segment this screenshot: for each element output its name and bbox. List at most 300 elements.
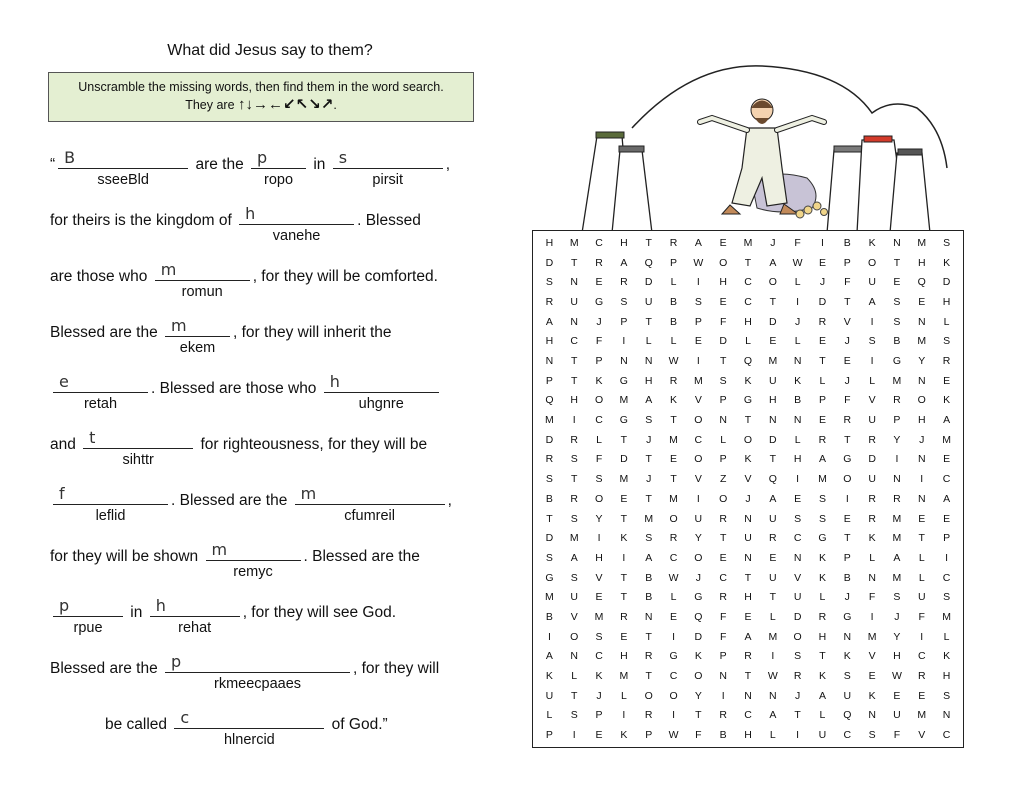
- grid-letter[interactable]: N: [570, 315, 579, 328]
- grid-letter[interactable]: P: [719, 453, 727, 466]
- grid-letter[interactable]: S: [893, 591, 901, 604]
- grid-letter[interactable]: O: [719, 492, 728, 505]
- grid-letter[interactable]: G: [843, 610, 852, 623]
- grid-letter[interactable]: J: [844, 591, 850, 604]
- grid-letter[interactable]: W: [668, 571, 679, 584]
- grid-letter[interactable]: F: [844, 394, 851, 407]
- grid-letter[interactable]: U: [744, 532, 752, 545]
- grid-letter[interactable]: A: [645, 551, 653, 564]
- grid-letter[interactable]: N: [893, 236, 901, 249]
- grid-letter[interactable]: P: [893, 414, 901, 427]
- grid-letter[interactable]: C: [917, 650, 926, 663]
- word-search-grid[interactable]: [532, 230, 964, 748]
- grid-letter[interactable]: B: [545, 610, 553, 623]
- grid-letter[interactable]: Y: [595, 512, 603, 525]
- grid-letter[interactable]: D: [620, 453, 628, 466]
- grid-letter[interactable]: H: [620, 650, 628, 663]
- grid-letter[interactable]: E: [868, 670, 876, 683]
- grid-letter[interactable]: P: [620, 315, 628, 328]
- grid-letter[interactable]: R: [719, 591, 727, 604]
- grid-letter[interactable]: S: [868, 729, 876, 742]
- grid-letter[interactable]: A: [545, 315, 553, 328]
- grid-letter[interactable]: R: [595, 256, 603, 269]
- grid-letter[interactable]: R: [769, 532, 777, 545]
- grid-letter[interactable]: E: [769, 551, 777, 564]
- grid-letter[interactable]: L: [943, 315, 950, 328]
- grid-letter[interactable]: T: [844, 532, 851, 545]
- grid-letter[interactable]: I: [796, 729, 800, 742]
- grid-letter[interactable]: O: [694, 453, 703, 466]
- grid-letter[interactable]: H: [917, 256, 926, 269]
- grid-letter[interactable]: I: [870, 354, 874, 367]
- grid-letter[interactable]: O: [793, 630, 802, 643]
- grid-letter[interactable]: S: [545, 473, 553, 486]
- grid-letter[interactable]: N: [570, 276, 579, 289]
- grid-letter[interactable]: Q: [694, 610, 703, 623]
- grid-letter[interactable]: M: [545, 414, 554, 427]
- grid-letter[interactable]: I: [821, 236, 824, 249]
- grid-letter[interactable]: C: [793, 532, 802, 545]
- grid-letter[interactable]: T: [645, 453, 652, 466]
- grid-letter[interactable]: E: [719, 295, 727, 308]
- grid-letter[interactable]: K: [843, 650, 851, 663]
- grid-letter[interactable]: E: [843, 512, 851, 525]
- grid-letter[interactable]: H: [942, 295, 951, 308]
- grid-letter[interactable]: B: [794, 394, 802, 407]
- grid-letter[interactable]: E: [620, 630, 628, 643]
- grid-letter[interactable]: I: [870, 315, 874, 328]
- grid-letter[interactable]: T: [719, 532, 727, 545]
- grid-letter[interactable]: Q: [917, 276, 926, 289]
- grid-letter[interactable]: L: [918, 551, 925, 564]
- grid-letter[interactable]: M: [942, 433, 951, 446]
- grid-letter[interactable]: T: [645, 670, 652, 683]
- grid-letter[interactable]: O: [843, 473, 852, 486]
- grid-letter[interactable]: T: [645, 630, 652, 643]
- grid-letter[interactable]: U: [893, 709, 901, 722]
- grid-letter[interactable]: N: [917, 374, 926, 387]
- grid-letter[interactable]: J: [844, 374, 850, 387]
- grid-letter[interactable]: R: [570, 433, 579, 446]
- answer-blank[interactable]: [58, 148, 188, 188]
- grid-letter[interactable]: H: [744, 591, 752, 604]
- grid-letter[interactable]: M: [892, 571, 902, 584]
- grid-letter[interactable]: O: [570, 630, 579, 643]
- grid-letter[interactable]: F: [844, 276, 851, 289]
- grid-letter[interactable]: M: [892, 532, 902, 545]
- grid-letter[interactable]: F: [719, 315, 727, 328]
- grid-letter[interactable]: P: [595, 709, 603, 722]
- grid-letter[interactable]: C: [744, 295, 752, 308]
- grid-letter[interactable]: E: [719, 236, 727, 249]
- grid-letter[interactable]: T: [620, 571, 628, 584]
- grid-letter[interactable]: K: [818, 571, 826, 584]
- grid-letter[interactable]: K: [818, 670, 826, 683]
- grid-letter[interactable]: L: [596, 433, 602, 446]
- grid-letter[interactable]: M: [818, 473, 827, 486]
- grid-letter[interactable]: O: [694, 551, 703, 564]
- answer-blank[interactable]: [324, 372, 439, 412]
- grid-letter[interactable]: T: [670, 414, 677, 427]
- grid-letter[interactable]: B: [719, 729, 727, 742]
- grid-letter[interactable]: M: [892, 512, 902, 525]
- grid-letter[interactable]: P: [843, 256, 851, 269]
- grid-letter[interactable]: N: [793, 414, 802, 427]
- grid-letter[interactable]: A: [769, 256, 777, 269]
- grid-letter[interactable]: J: [770, 236, 776, 249]
- answer-blank[interactable]: [83, 428, 193, 468]
- grid-letter[interactable]: I: [572, 729, 576, 742]
- grid-letter[interactable]: W: [891, 670, 902, 683]
- grid-letter[interactable]: N: [545, 354, 554, 367]
- grid-letter[interactable]: M: [669, 433, 678, 446]
- grid-letter[interactable]: C: [744, 276, 752, 289]
- grid-letter[interactable]: C: [595, 236, 603, 249]
- grid-letter[interactable]: T: [744, 414, 752, 427]
- grid-letter[interactable]: J: [695, 571, 701, 584]
- grid-letter[interactable]: S: [570, 512, 578, 525]
- grid-letter[interactable]: Y: [893, 630, 901, 643]
- grid-letter[interactable]: I: [547, 630, 551, 643]
- grid-letter[interactable]: H: [744, 315, 752, 328]
- grid-letter[interactable]: M: [619, 473, 629, 486]
- grid-letter[interactable]: G: [818, 532, 827, 545]
- grid-letter[interactable]: E: [670, 453, 678, 466]
- grid-letter[interactable]: D: [545, 532, 554, 545]
- grid-letter[interactable]: Y: [694, 532, 702, 545]
- grid-letter[interactable]: I: [696, 354, 700, 367]
- grid-letter[interactable]: I: [672, 630, 675, 643]
- answer-blank[interactable]: [174, 708, 324, 748]
- grid-letter[interactable]: N: [744, 689, 752, 702]
- grid-letter[interactable]: D: [719, 335, 727, 348]
- grid-letter[interactable]: S: [570, 709, 578, 722]
- grid-letter[interactable]: G: [743, 394, 753, 407]
- grid-letter[interactable]: V: [868, 394, 876, 407]
- grid-letter[interactable]: J: [596, 689, 602, 702]
- grid-letter[interactable]: S: [595, 473, 603, 486]
- grid-letter[interactable]: E: [918, 512, 926, 525]
- grid-letter[interactable]: J: [646, 433, 652, 446]
- grid-letter[interactable]: O: [594, 492, 604, 505]
- grid-letter[interactable]: S: [818, 492, 826, 505]
- grid-letter[interactable]: S: [843, 670, 851, 683]
- grid-letter[interactable]: R: [620, 276, 628, 289]
- grid-letter[interactable]: F: [893, 729, 901, 742]
- grid-letter[interactable]: L: [571, 670, 578, 683]
- grid-letter[interactable]: L: [794, 335, 801, 348]
- grid-letter[interactable]: R: [818, 433, 827, 446]
- grid-letter[interactable]: S: [943, 335, 951, 348]
- grid-letter[interactable]: I: [771, 650, 775, 663]
- grid-letter[interactable]: I: [870, 610, 874, 623]
- grid-letter[interactable]: K: [868, 236, 876, 249]
- grid-letter[interactable]: O: [719, 256, 728, 269]
- grid-letter[interactable]: M: [892, 374, 902, 387]
- grid-letter[interactable]: H: [644, 374, 653, 387]
- grid-letter[interactable]: D: [769, 433, 777, 446]
- grid-letter[interactable]: G: [892, 354, 902, 367]
- grid-letter[interactable]: E: [943, 453, 951, 466]
- grid-letter[interactable]: H: [545, 236, 554, 249]
- grid-letter[interactable]: N: [644, 610, 653, 623]
- grid-letter[interactable]: P: [719, 650, 727, 663]
- grid-letter[interactable]: T: [744, 571, 752, 584]
- grid-letter[interactable]: K: [595, 670, 603, 683]
- grid-letter[interactable]: R: [669, 236, 678, 249]
- grid-letter[interactable]: O: [669, 689, 678, 702]
- grid-letter[interactable]: C: [942, 473, 951, 486]
- grid-letter[interactable]: U: [769, 374, 777, 387]
- grid-letter[interactable]: M: [669, 492, 678, 505]
- grid-letter[interactable]: O: [743, 433, 753, 446]
- grid-letter[interactable]: F: [719, 610, 727, 623]
- grid-letter[interactable]: V: [694, 473, 702, 486]
- grid-letter[interactable]: I: [920, 630, 924, 643]
- grid-letter[interactable]: A: [893, 551, 901, 564]
- grid-letter[interactable]: E: [595, 729, 603, 742]
- grid-letter[interactable]: S: [794, 512, 802, 525]
- grid-letter[interactable]: R: [917, 670, 926, 683]
- grid-letter[interactable]: L: [745, 335, 751, 348]
- answer-blank[interactable]: [206, 540, 301, 580]
- grid-letter[interactable]: T: [645, 236, 652, 249]
- grid-letter[interactable]: L: [943, 630, 950, 643]
- grid-letter[interactable]: R: [868, 433, 876, 446]
- grid-letter[interactable]: K: [943, 650, 951, 663]
- grid-letter[interactable]: T: [769, 295, 777, 308]
- grid-letter[interactable]: Q: [644, 256, 653, 269]
- grid-letter[interactable]: D: [868, 453, 876, 466]
- grid-letter[interactable]: E: [818, 414, 826, 427]
- grid-letter[interactable]: I: [622, 551, 626, 564]
- grid-letter[interactable]: K: [943, 256, 951, 269]
- grid-letter[interactable]: L: [769, 729, 776, 742]
- grid-letter[interactable]: T: [744, 670, 752, 683]
- grid-letter[interactable]: E: [943, 374, 951, 387]
- grid-letter[interactable]: M: [619, 394, 629, 407]
- grid-letter[interactable]: N: [843, 630, 852, 643]
- grid-letter[interactable]: U: [570, 295, 579, 308]
- grid-letter[interactable]: S: [545, 551, 553, 564]
- grid-letter[interactable]: T: [769, 591, 777, 604]
- grid-letter[interactable]: V: [843, 315, 851, 328]
- grid-letter[interactable]: F: [918, 610, 925, 623]
- grid-letter[interactable]: M: [917, 335, 927, 348]
- grid-letter[interactable]: O: [768, 276, 777, 289]
- answer-blank[interactable]: [251, 148, 306, 188]
- grid-letter[interactable]: T: [620, 512, 628, 525]
- grid-letter[interactable]: H: [595, 551, 603, 564]
- grid-letter[interactable]: S: [893, 295, 901, 308]
- grid-letter[interactable]: V: [744, 473, 752, 486]
- grid-letter[interactable]: J: [795, 315, 801, 328]
- grid-letter[interactable]: Y: [893, 433, 901, 446]
- grid-letter[interactable]: U: [818, 729, 827, 742]
- grid-letter[interactable]: G: [594, 295, 604, 308]
- grid-letter[interactable]: K: [694, 650, 702, 663]
- grid-letter[interactable]: E: [893, 689, 901, 702]
- grid-letter[interactable]: M: [768, 354, 778, 367]
- grid-letter[interactable]: R: [843, 414, 852, 427]
- grid-letter[interactable]: P: [595, 354, 603, 367]
- grid-letter[interactable]: D: [769, 315, 777, 328]
- grid-letter[interactable]: L: [720, 433, 727, 446]
- answer-blank[interactable]: [333, 148, 443, 188]
- grid-letter[interactable]: B: [893, 335, 901, 348]
- grid-letter[interactable]: T: [645, 315, 652, 328]
- grid-letter[interactable]: R: [818, 315, 827, 328]
- grid-letter[interactable]: T: [571, 473, 578, 486]
- grid-letter[interactable]: U: [769, 571, 777, 584]
- grid-letter[interactable]: H: [942, 670, 951, 683]
- grid-letter[interactable]: I: [945, 551, 949, 564]
- grid-letter[interactable]: Y: [918, 354, 926, 367]
- grid-letter[interactable]: L: [918, 571, 925, 584]
- answer-blank[interactable]: [53, 596, 123, 636]
- grid-letter[interactable]: T: [819, 354, 826, 367]
- grid-letter[interactable]: T: [645, 492, 652, 505]
- grid-letter[interactable]: E: [918, 689, 926, 702]
- grid-letter[interactable]: E: [595, 276, 603, 289]
- grid-letter[interactable]: K: [943, 394, 951, 407]
- grid-letter[interactable]: M: [594, 610, 604, 623]
- grid-letter[interactable]: N: [620, 354, 628, 367]
- grid-letter[interactable]: L: [645, 335, 652, 348]
- grid-letter[interactable]: I: [721, 689, 725, 702]
- grid-letter[interactable]: O: [694, 670, 703, 683]
- grid-letter[interactable]: V: [794, 571, 802, 584]
- grid-letter[interactable]: H: [893, 650, 901, 663]
- grid-letter[interactable]: N: [769, 689, 777, 702]
- grid-letter[interactable]: T: [571, 354, 578, 367]
- grid-letter[interactable]: L: [670, 276, 677, 289]
- grid-letter[interactable]: B: [843, 236, 851, 249]
- grid-letter[interactable]: R: [744, 650, 752, 663]
- grid-letter[interactable]: A: [570, 551, 578, 564]
- grid-letter[interactable]: E: [769, 335, 777, 348]
- grid-letter[interactable]: A: [943, 492, 951, 505]
- grid-letter[interactable]: E: [818, 335, 826, 348]
- grid-letter[interactable]: D: [942, 276, 951, 289]
- grid-letter[interactable]: T: [571, 689, 578, 702]
- grid-letter[interactable]: T: [744, 256, 752, 269]
- grid-letter[interactable]: M: [917, 236, 927, 249]
- grid-letter[interactable]: T: [844, 295, 851, 308]
- grid-letter[interactable]: R: [868, 492, 876, 505]
- grid-letter[interactable]: I: [622, 335, 626, 348]
- grid-letter[interactable]: T: [844, 433, 851, 446]
- grid-letter[interactable]: J: [596, 315, 602, 328]
- grid-letter[interactable]: M: [619, 670, 629, 683]
- grid-letter[interactable]: E: [620, 492, 628, 505]
- grid-letter[interactable]: F: [695, 729, 702, 742]
- grid-letter[interactable]: I: [572, 414, 576, 427]
- grid-letter[interactable]: A: [545, 650, 553, 663]
- grid-letter[interactable]: J: [819, 276, 826, 289]
- grid-letter[interactable]: R: [793, 670, 802, 683]
- grid-letter[interactable]: K: [868, 689, 876, 702]
- grid-letter[interactable]: Q: [545, 394, 554, 407]
- grid-letter[interactable]: P: [843, 551, 851, 564]
- grid-letter[interactable]: P: [545, 374, 553, 387]
- grid-letter[interactable]: R: [868, 512, 876, 525]
- grid-letter[interactable]: N: [793, 354, 802, 367]
- grid-letter[interactable]: G: [619, 414, 628, 427]
- grid-letter[interactable]: M: [768, 630, 778, 643]
- grid-letter[interactable]: S: [595, 630, 603, 643]
- grid-letter[interactable]: A: [818, 689, 826, 702]
- grid-letter[interactable]: N: [644, 354, 653, 367]
- grid-letter[interactable]: S: [645, 414, 653, 427]
- grid-letter[interactable]: A: [645, 394, 653, 407]
- grid-letter[interactable]: E: [918, 295, 926, 308]
- grid-letter[interactable]: L: [819, 709, 826, 722]
- grid-letter[interactable]: D: [545, 256, 554, 269]
- grid-letter[interactable]: V: [868, 650, 876, 663]
- grid-letter[interactable]: S: [794, 650, 802, 663]
- grid-letter[interactable]: D: [818, 295, 827, 308]
- grid-letter[interactable]: B: [645, 591, 653, 604]
- grid-letter[interactable]: H: [620, 236, 628, 249]
- grid-letter[interactable]: R: [620, 610, 628, 623]
- grid-letter[interactable]: I: [696, 276, 700, 289]
- grid-letter[interactable]: R: [669, 532, 678, 545]
- grid-letter[interactable]: T: [719, 354, 727, 367]
- grid-letter[interactable]: T: [695, 709, 702, 722]
- grid-letter[interactable]: J: [894, 610, 900, 623]
- grid-letter[interactable]: N: [719, 414, 727, 427]
- grid-letter[interactable]: R: [893, 492, 901, 505]
- grid-letter[interactable]: B: [670, 295, 678, 308]
- grid-letter[interactable]: R: [719, 512, 727, 525]
- grid-letter[interactable]: K: [868, 532, 876, 545]
- grid-letter[interactable]: T: [571, 256, 578, 269]
- grid-letter[interactable]: K: [620, 729, 628, 742]
- grid-letter[interactable]: L: [546, 709, 553, 722]
- grid-letter[interactable]: O: [669, 512, 678, 525]
- grid-letter[interactable]: W: [693, 256, 704, 269]
- grid-letter[interactable]: W: [767, 670, 778, 683]
- grid-letter[interactable]: O: [594, 394, 604, 407]
- grid-letter[interactable]: B: [645, 571, 653, 584]
- grid-letter[interactable]: K: [744, 374, 752, 387]
- grid-letter[interactable]: S: [694, 295, 702, 308]
- grid-letter[interactable]: T: [571, 374, 578, 387]
- grid-letter[interactable]: A: [943, 414, 951, 427]
- grid-letter[interactable]: R: [893, 394, 901, 407]
- grid-letter[interactable]: T: [546, 512, 553, 525]
- grid-letter[interactable]: I: [622, 709, 626, 722]
- grid-letter[interactable]: S: [943, 236, 951, 249]
- grid-letter[interactable]: L: [670, 335, 677, 348]
- grid-letter[interactable]: P: [719, 394, 727, 407]
- grid-letter[interactable]: L: [869, 551, 876, 564]
- grid-letter[interactable]: D: [545, 433, 554, 446]
- grid-letter[interactable]: N: [868, 709, 876, 722]
- grid-letter[interactable]: N: [917, 492, 926, 505]
- grid-letter[interactable]: O: [868, 256, 877, 269]
- grid-letter[interactable]: I: [672, 709, 675, 722]
- grid-letter[interactable]: K: [595, 374, 603, 387]
- grid-letter[interactable]: R: [644, 650, 653, 663]
- grid-letter[interactable]: R: [644, 709, 653, 722]
- grid-letter[interactable]: G: [545, 571, 554, 584]
- grid-letter[interactable]: C: [942, 729, 951, 742]
- grid-letter[interactable]: S: [620, 295, 628, 308]
- grid-letter[interactable]: L: [819, 374, 826, 387]
- grid-letter[interactable]: P: [818, 394, 826, 407]
